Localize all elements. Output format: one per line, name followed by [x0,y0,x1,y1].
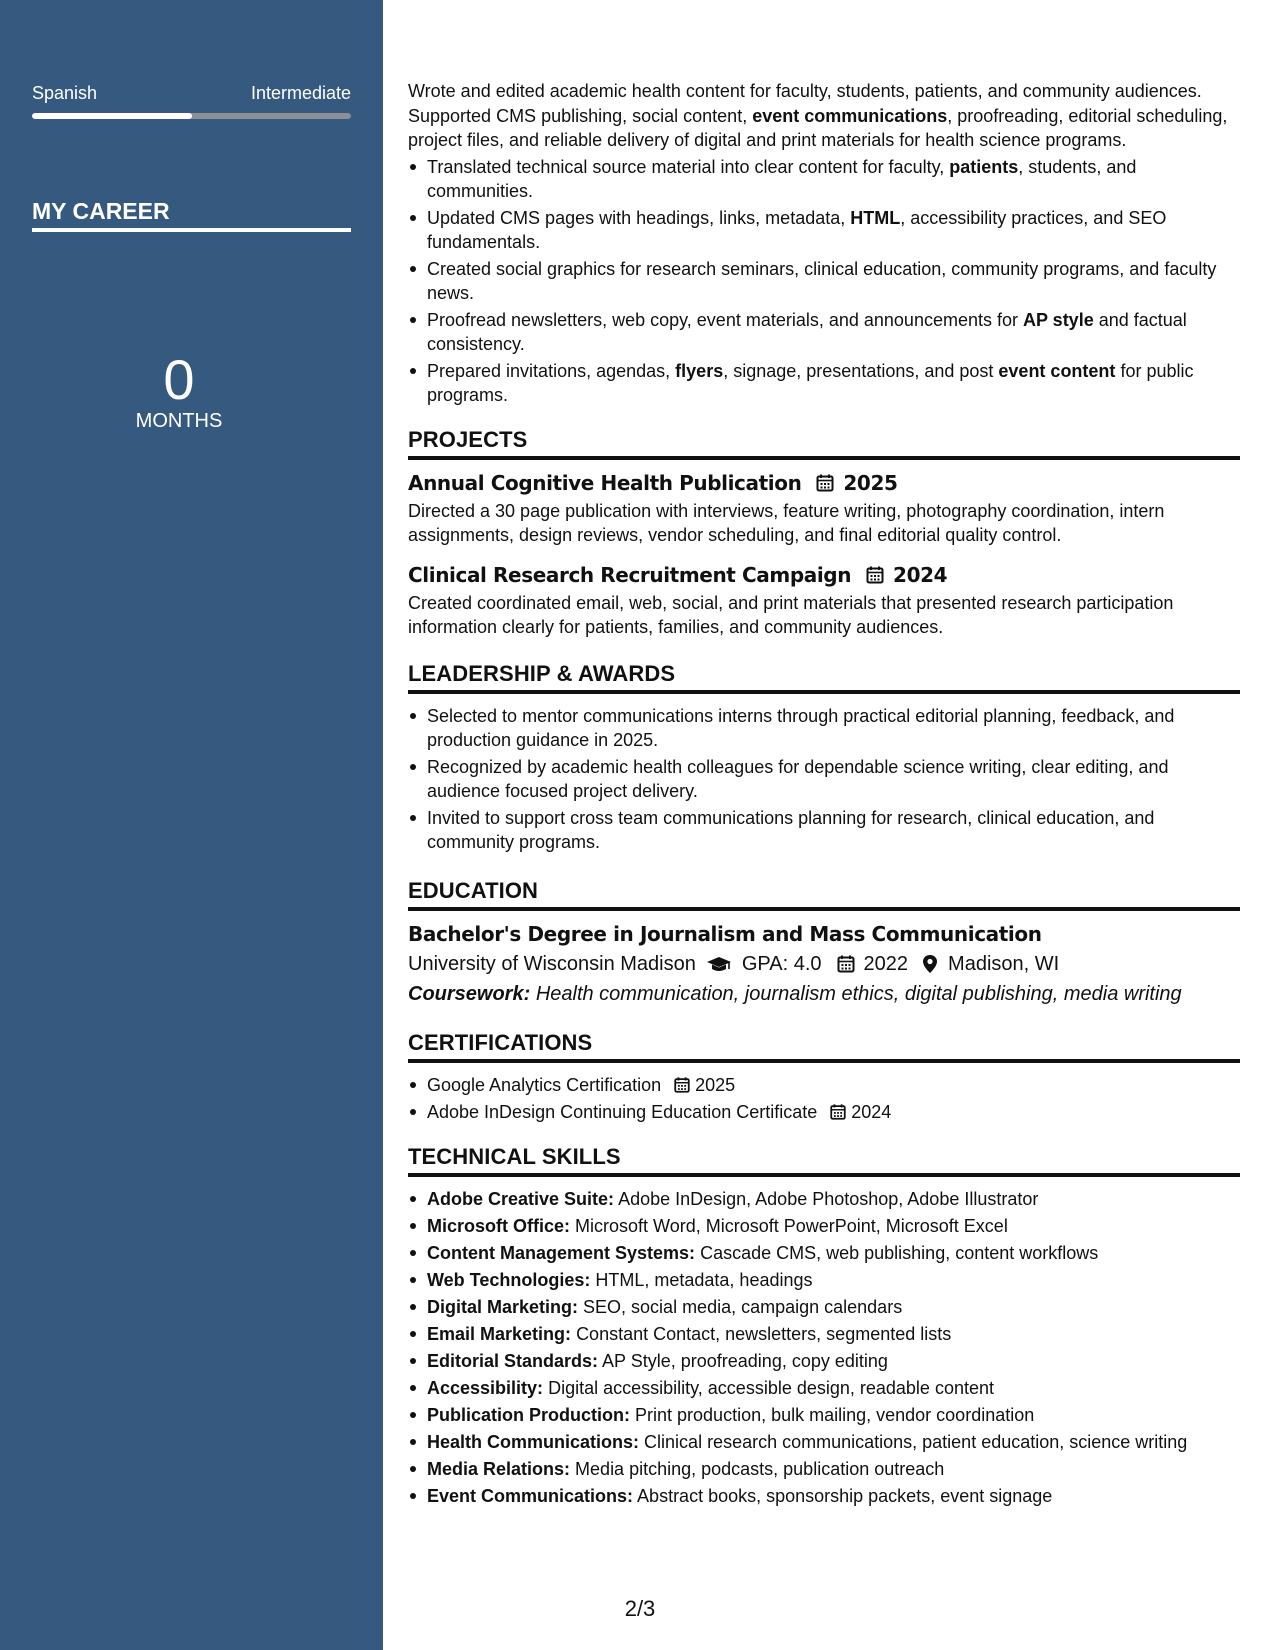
list-item [408,1073,1240,1098]
skill-item [408,1376,1240,1401]
project-description: Directed a 30 page publication with interviews, feature writing, photography coordination, intern assignments, design reviews, vendor scheduling, and final editorial quality control. [408,500,1165,545]
list-item: Selected to mentor communications interns through practical editorial planning, feedback, and production guidance in 2025. [408,704,1240,753]
text-run: , students, and communities. [427,156,1137,201]
skill-item [408,1187,1240,1212]
certifications-section [408,1029,1240,1125]
text-run: for public programs. [427,360,1194,405]
skill-label: Publication Production: [427,1404,630,1425]
language-level: Intermediate [250,83,351,103]
emphasis-text: event content [998,360,1116,381]
skill-item [408,1403,1240,1428]
calendar-icon [865,565,885,585]
certification-year: 2025 [695,1074,736,1095]
text-run: and factual consistency. [427,309,1187,354]
list-item [408,1100,1240,1125]
skill-value: Abstract books, sponsorship packets, event signage [637,1485,1053,1506]
leadership-list [408,704,1240,855]
section-title-technical-skills: TECHNICAL SKILLS [408,1143,1240,1177]
language-row [32,82,351,104]
skill-item [408,1484,1240,1509]
certifications-list [408,1073,1240,1125]
section-title-certifications: CERTIFICATIONS [408,1029,1240,1063]
project-title-row [408,470,1240,496]
skill-label: Health Communications: [427,1431,640,1452]
list-item [408,257,1240,306]
skill-label: Accessibility: [427,1377,544,1398]
section-title-education: EDUCATION [408,877,1240,911]
coursework-text: Health communication, journalism ethics, digital publishing, media writing [535,982,1182,1005]
skill-value: Adobe InDesign, Adobe Photoshop, Adobe Illustrator [618,1188,1039,1209]
education-meta [408,949,1240,979]
skill-value: Clinical research communications, patient education, science writing [644,1431,1188,1452]
text-run: Created social graphics for research seminars, clinical education, community programs, and faculty news. [427,258,1217,303]
experience-bullets [408,155,1240,408]
skill-value: HTML, metadata, headings [595,1269,813,1290]
project-name: Annual Cognitive Health Publication [408,470,802,495]
calendar-icon [815,473,835,493]
map-pin-icon [922,954,938,974]
language-name: Spanish [32,83,98,103]
language-proficiency-fill [32,113,192,119]
experience-continuation [408,79,1240,408]
skill-label: Adobe Creative Suite: [427,1188,615,1209]
skill-label: Event Communications: [427,1485,634,1506]
project-name: Clinical Research Recruitment Campaign [408,562,852,587]
skill-item [408,1295,1240,1320]
project-year: 2025 [843,470,898,495]
skills-list [408,1187,1240,1509]
education-section [408,877,1240,1009]
skill-value: AP Style, proofreading, copy editing [602,1350,888,1371]
education-school: University of Wisconsin Madison [408,952,696,975]
technical-skills-section [408,1143,1240,1509]
career-count: 0 [163,348,195,411]
skill-value: Print production, bulk mailing, vendor coordination [635,1404,1035,1425]
sidebar [0,0,383,1650]
list-item [408,308,1240,357]
text-run: Prepared invitations, agendas, [427,360,676,381]
section-title-leadership: LEADERSHIP & AWARDS [408,660,1240,694]
list-item [408,359,1240,408]
skill-value: Constant Contact, newsletters, segmented lists [576,1323,952,1344]
text-run: Wrote and edited academic health content for faculty, students, patients, and community audiences. Supported CMS publishing, social content, [408,81,1202,126]
skill-label: Web Technologies: [427,1269,591,1290]
skill-item [408,1457,1240,1482]
skill-value: Digital accessibility, accessible design, readable content [548,1377,994,1398]
emphasis-text: event communications [752,105,948,126]
list-item: Invited to support cross team communications planning for research, clinical education, and community programs. [408,806,1240,855]
calendar-icon [836,954,856,974]
skill-item [408,1268,1240,1293]
skill-item [408,1322,1240,1347]
page-number: 2/3 [624,1596,656,1621]
career-heading: MY CAREER [32,196,351,232]
skill-value: Cascade CMS, web publishing, content workflows [700,1242,1099,1263]
experience-summary [408,79,1240,153]
project-description: Created coordinated email, web, social, and print materials that presented research participation information clearly for patients, families, and community audiences. [408,592,1174,637]
skill-label: Email Marketing: [427,1323,572,1344]
skill-label: Content Management Systems: [427,1242,696,1263]
skill-item [408,1241,1240,1266]
projects-section [408,426,1240,640]
education-degree: Bachelor's Degree in Journalism and Mass Communication [408,921,1042,946]
skill-label: Editorial Standards: [427,1350,599,1371]
leadership-section [408,660,1240,855]
emphasis-text: patients [949,156,1019,177]
certification-name: Google Analytics Certification [427,1074,662,1095]
list-item [408,206,1240,255]
skill-label: Media Relations: [427,1458,571,1479]
text-run: Translated technical source material into clear content for faculty, [427,156,950,177]
education-coursework [408,979,1240,1009]
project-title-row [408,562,1240,588]
certification-year: 2024 [851,1101,892,1122]
main-content [408,79,1240,1511]
text-run: , accessibility practices, and SEO fundamentals. [427,207,1167,252]
certification-name: Adobe InDesign Continuing Education Certificate [427,1101,818,1122]
text-run: Updated CMS pages with headings, links, metadata, [427,207,851,228]
skill-value: Microsoft Word, Microsoft PowerPoint, Microsoft Excel [575,1215,1008,1236]
skill-item [408,1349,1240,1374]
career-unit: MONTHS [135,410,223,432]
text-run: , signage, presentations, and post [723,360,999,381]
project-year: 2024 [893,562,948,587]
text-run: Proofread newsletters, web copy, event materials, and announcements for [427,309,1023,330]
emphasis-text: flyers [675,360,724,381]
list-item: Recognized by academic health colleagues for dependable science writing, clear editing, and audience focused project delivery. [408,755,1240,804]
skill-value: SEO, social media, campaign calendars [583,1296,903,1317]
list-item [408,155,1240,204]
emphasis-text: AP style [1023,309,1094,330]
skill-item [408,1430,1240,1455]
emphasis-text: HTML [850,207,901,228]
text-run: , proofreading, editorial scheduling, project files, and reliable delivery of digital and print materials for health science programs. [408,105,1228,150]
skill-item [408,1214,1240,1239]
skill-value: Media pitching, podcasts, publication outreach [575,1458,945,1479]
graduation-cap-icon [706,954,732,974]
skill-label: Microsoft Office: [427,1215,571,1236]
language-proficiency-bar [32,113,351,119]
coursework-label: Coursework: [408,982,531,1005]
section-title-projects: PROJECTS [408,426,1240,460]
project-item [408,562,1240,640]
calendar-icon [829,1103,847,1121]
education-location: Madison, WI [948,952,1060,975]
calendar-icon [673,1076,691,1094]
education-year: 2022 [863,952,909,975]
project-item [408,470,1240,548]
education-gpa: GPA: 4.0 [741,952,822,975]
skill-label: Digital Marketing: [427,1296,579,1317]
